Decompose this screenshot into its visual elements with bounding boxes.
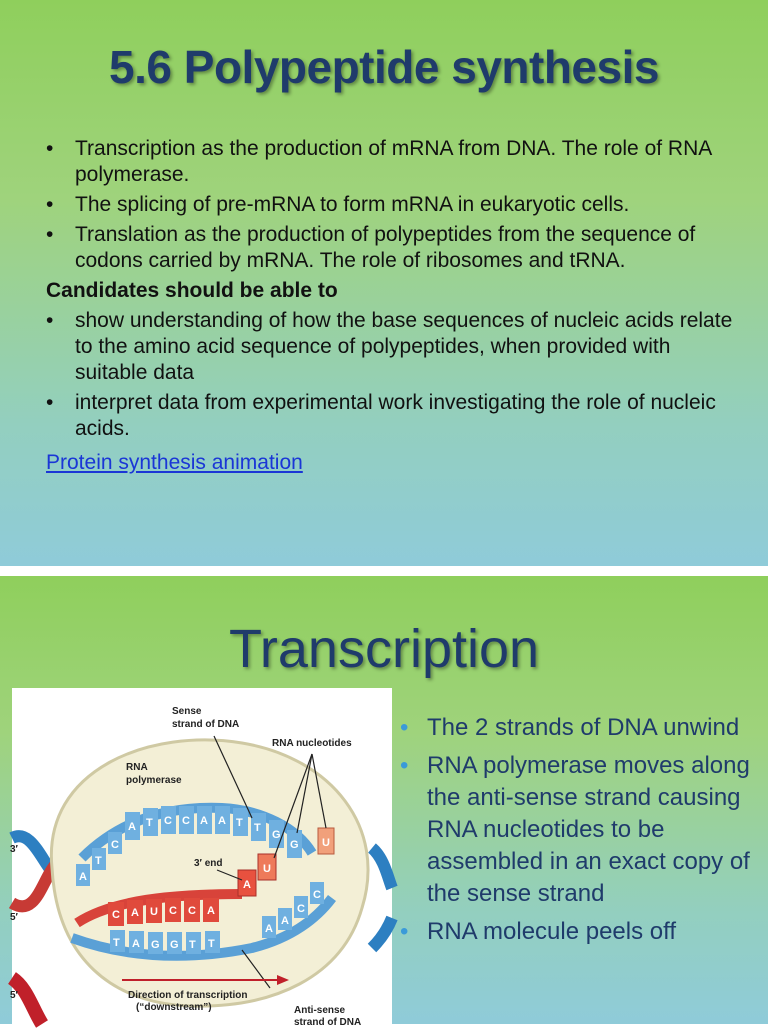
label-5-prime: 5′ [10, 912, 18, 923]
label-sense: Sense [172, 706, 202, 717]
free-nucleotide: U [322, 837, 330, 849]
label-rna-nucleotides: RNA nucleotides [272, 738, 352, 749]
topic-item: • Transcription as the production of mRNA from DNA. The role of RNA polymerase. [46, 136, 736, 188]
antisense-base: T [208, 938, 215, 950]
antisense-base: G [151, 939, 160, 951]
antisense-base: A [132, 938, 140, 950]
sense-base: A [200, 815, 208, 827]
rna-polymerase-bubble [51, 740, 368, 1006]
rna-base: U [150, 906, 158, 918]
label-3-prime: 3′ [10, 844, 18, 855]
sense-base: T [236, 817, 243, 829]
sense-base: T [146, 817, 153, 829]
right-base: C [297, 903, 305, 915]
transcription-diagram-svg [10, 688, 392, 1028]
rna-base: C [112, 909, 120, 921]
transcription-diagram [10, 688, 392, 1028]
free-nucleotide: A [243, 879, 251, 891]
protein-synthesis-animation-link[interactable]: Protein synthesis animation [46, 451, 303, 474]
dna-helix-bottom-red [12, 978, 42, 1024]
slide-title: Transcription [228, 619, 540, 679]
rna-base: A [207, 905, 215, 917]
dna-helix-right-blue-2 [372, 918, 392, 948]
sense-base: T [254, 822, 261, 834]
transcription-bullet: • RNA molecule peels off [400, 916, 760, 948]
rna-base: A [131, 907, 139, 919]
slide-content [46, 136, 736, 476]
right-base: A [281, 915, 289, 927]
slide-transcription [0, 576, 768, 1028]
sense-base: G [272, 829, 281, 841]
label-direction: Direction of transcription [128, 990, 248, 1001]
sense-base: C [182, 815, 190, 827]
candidates-heading: Candidates should be able to [46, 279, 338, 302]
slide-title: 5.6 Polypeptide synthesis [109, 41, 659, 93]
label-antisense: Anti-sense [294, 1005, 346, 1016]
left-base: T [95, 855, 102, 867]
topic-list [46, 136, 736, 274]
topic-item: • The splicing of pre-mRNA to form mRNA in eukaryotic cells. [46, 192, 736, 218]
skill-item: • show understanding of how the base sequences of nucleic acids relate to the amino acid sequence of polypeptides, when provided with suitable data [46, 308, 736, 386]
transcription-bullet: • RNA polymerase moves along the anti-sense strand causing RNA nucleotides to be assembled in an exact copy of the sense strand [400, 750, 760, 910]
free-nucleotide: U [263, 863, 271, 875]
label-downstream: (“downstream”) [136, 1002, 212, 1013]
label-antisense-strand: strand of DNA [294, 1017, 362, 1028]
sense-base: A [218, 815, 226, 827]
right-base: C [313, 889, 321, 901]
rna-base: C [188, 905, 196, 917]
antisense-base: G [170, 939, 179, 951]
antisense-base: T [189, 939, 196, 951]
label-5-prime-bottom: 5′ [10, 990, 18, 1001]
label-rna: RNA [126, 762, 148, 773]
rna-base: C [169, 905, 177, 917]
transcription-bullet: • The 2 strands of DNA unwind [400, 712, 760, 744]
dna-helix-left-red [12, 863, 57, 906]
sense-base: G [290, 839, 299, 851]
label-sense-strand: strand of DNA [172, 719, 240, 730]
right-base: A [265, 923, 273, 935]
label-polymerase: polymerase [126, 775, 182, 786]
antisense-base: T [113, 937, 120, 949]
topic-item: • Translation as the production of polypeptides from the sequence of codons carried by mRNA. The role of ribosomes and tRNA. [46, 222, 736, 274]
sense-base: A [128, 821, 136, 833]
left-base: A [79, 871, 87, 883]
label-3-end: 3′ end [194, 858, 223, 869]
dna-helix-right-blue [372, 848, 392, 888]
left-base: C [111, 839, 119, 851]
sense-base: C [164, 815, 172, 827]
skills-list [46, 308, 736, 442]
skill-item: • interpret data from experimental work investigating the role of nucleic acids. [46, 390, 736, 442]
transcription-notes [400, 712, 760, 954]
